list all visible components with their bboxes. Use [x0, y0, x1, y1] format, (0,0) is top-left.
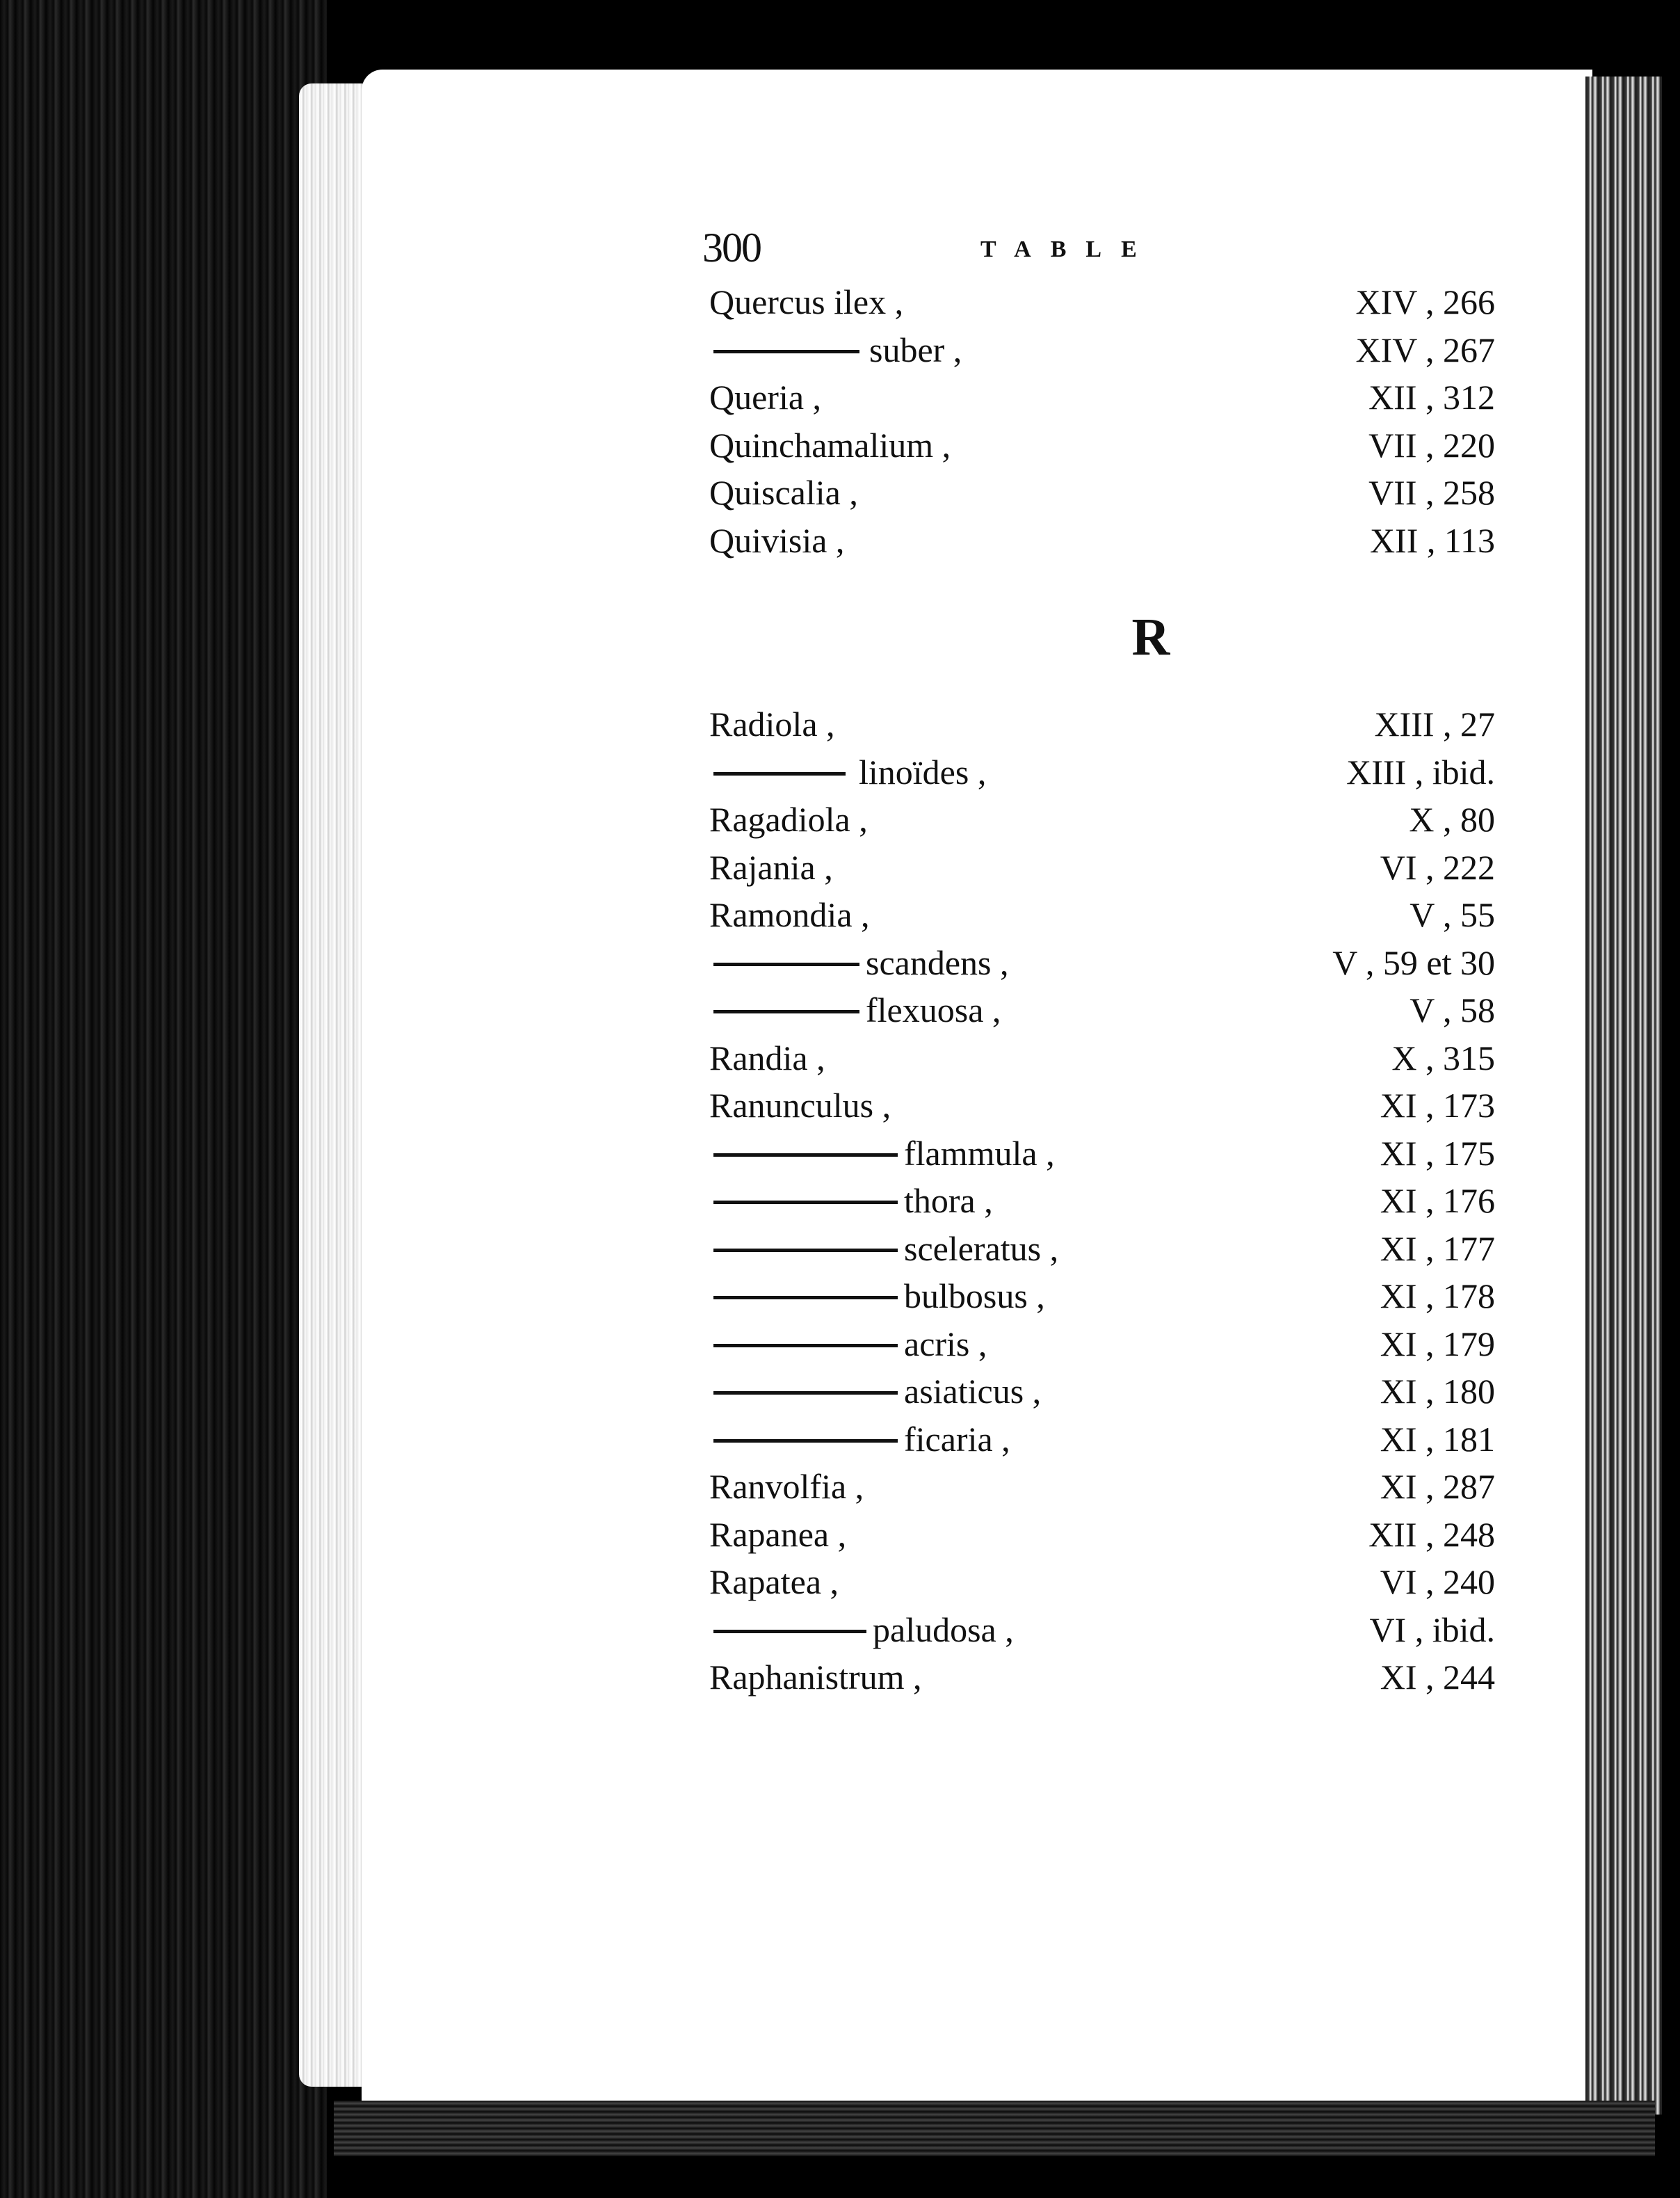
index-entry	[695, 1606, 1516, 1654]
index-entry	[695, 1511, 1516, 1559]
index-entry	[695, 374, 1516, 422]
entry-reference: XI , 175	[1380, 1133, 1495, 1173]
entry-name: flexuosa ,	[866, 990, 1001, 1029]
ditto-rule	[713, 1010, 859, 1013]
entry-reference: XII , 312	[1368, 378, 1495, 417]
index-entry	[695, 700, 1516, 748]
entry-reference: XI , 180	[1380, 1372, 1495, 1411]
entry-name: Ranvolfia ,	[709, 1467, 864, 1506]
index-entry	[695, 517, 1516, 565]
section-heading: R	[1131, 608, 1170, 666]
entry-reference: XIV , 266	[1355, 282, 1495, 321]
entry-name: Ranunculus ,	[709, 1086, 891, 1125]
index-entry	[695, 326, 1516, 374]
entry-name: Radiola ,	[709, 705, 835, 744]
entry-reference: V , 59 et 30	[1332, 942, 1495, 982]
entry-reference: VII , 258	[1368, 473, 1495, 512]
index-entry	[695, 891, 1516, 939]
page-number: 300	[702, 225, 761, 271]
entry-name: acris ,	[904, 1324, 987, 1363]
index-entry	[695, 469, 1516, 517]
ditto-rule	[713, 963, 859, 966]
ditto-rule	[713, 1344, 898, 1347]
ditto-rule	[713, 1201, 898, 1204]
index-table	[695, 216, 1516, 2094]
entry-reference: XIV , 267	[1355, 330, 1495, 369]
ditto-rule	[713, 1296, 898, 1299]
entry-name: Quivisia ,	[709, 520, 845, 560]
entry-reference: XI , 181	[1380, 1419, 1495, 1459]
entry-name: ficaria ,	[904, 1419, 1010, 1459]
index-entry	[695, 1034, 1516, 1082]
entry-name: Quinchamalium ,	[709, 425, 951, 465]
entry-name: sceleratus ,	[904, 1228, 1059, 1268]
index-entry	[695, 1177, 1516, 1225]
entry-name: thora ,	[904, 1181, 993, 1220]
index-entry	[695, 278, 1516, 326]
entry-reference: XII , 248	[1368, 1514, 1495, 1554]
index-entry	[695, 1272, 1516, 1320]
index-entry	[695, 796, 1516, 844]
index-entry	[695, 1558, 1516, 1606]
entry-name: Raphanistrum ,	[709, 1658, 922, 1696]
page-header	[695, 216, 1516, 278]
entry-name: Queria ,	[709, 378, 822, 417]
running-title: TABLE	[980, 236, 1156, 262]
entry-reference: VI , 240	[1380, 1562, 1495, 1601]
entry-reference: XI , 287	[1380, 1467, 1495, 1506]
index-entry	[695, 986, 1516, 1034]
ditto-rule	[713, 350, 859, 353]
index-entry	[695, 422, 1516, 470]
entry-name: flammula ,	[904, 1133, 1055, 1173]
book-spine	[0, 0, 327, 2198]
ditto-rule	[713, 1630, 866, 1633]
entry-reference: XI , 244	[1380, 1658, 1495, 1696]
index-entry	[695, 1130, 1516, 1178]
index-entry	[695, 1415, 1516, 1463]
entry-reference: VI , 222	[1380, 847, 1495, 887]
entry-reference: XI , 176	[1380, 1181, 1495, 1220]
entry-reference: X , 315	[1391, 1038, 1495, 1077]
index-entry	[695, 1320, 1516, 1368]
index-entry	[695, 1082, 1516, 1130]
entry-name: Randia ,	[709, 1038, 825, 1077]
entry-reference: X , 80	[1409, 800, 1495, 839]
entry-name: linoïdes ,	[859, 752, 987, 792]
right-page-edge	[1585, 77, 1662, 2115]
entry-name: bulbosus ,	[904, 1276, 1045, 1315]
index-entry	[695, 844, 1516, 892]
entry-reference: XI , 177	[1380, 1228, 1495, 1268]
entry-reference: V , 58	[1410, 990, 1495, 1029]
entry-name: Rapatea ,	[709, 1562, 839, 1601]
entry-name: paludosa ,	[873, 1610, 1014, 1649]
entry-name: scandens ,	[866, 942, 1009, 982]
entry-name: Quercus ilex ,	[709, 282, 904, 321]
ditto-rule	[713, 1391, 898, 1395]
index-list-q	[695, 278, 1516, 564]
entry-name: Ramondia ,	[709, 895, 870, 934]
entry-reference: VII , 220	[1368, 425, 1495, 465]
index-entry	[695, 1367, 1516, 1415]
index-entry	[695, 1225, 1516, 1273]
entry-reference: XII , 113	[1369, 520, 1495, 560]
entry-reference: XI , 178	[1380, 1276, 1495, 1315]
ditto-rule	[713, 1249, 898, 1252]
entry-reference: XI , 179	[1380, 1324, 1495, 1363]
entry-name: Rajania ,	[709, 847, 833, 887]
entry-name: Quiscalia ,	[709, 473, 858, 512]
entry-reference: XIII , 27	[1374, 705, 1495, 744]
entry-name: suber ,	[869, 330, 962, 369]
index-entry	[695, 939, 1516, 987]
entry-reference: XI , 173	[1380, 1086, 1495, 1125]
entry-name: Rapanea ,	[709, 1514, 847, 1554]
ditto-rule	[713, 1153, 898, 1157]
entry-name: Ragadiola ,	[709, 800, 868, 839]
index-list-r	[695, 700, 1516, 1701]
index-entry	[695, 1463, 1516, 1511]
ditto-rule	[713, 772, 846, 776]
entry-name: asiaticus ,	[904, 1372, 1042, 1411]
ditto-rule	[713, 1439, 898, 1443]
entry-reference: XIII , ibid.	[1346, 752, 1495, 792]
index-entry	[695, 1653, 1516, 1701]
index-entry	[695, 748, 1516, 796]
entry-reference: VI , ibid.	[1369, 1610, 1495, 1649]
entry-reference: V , 55	[1410, 895, 1495, 934]
bottom-page-edge	[334, 2101, 1655, 2156]
